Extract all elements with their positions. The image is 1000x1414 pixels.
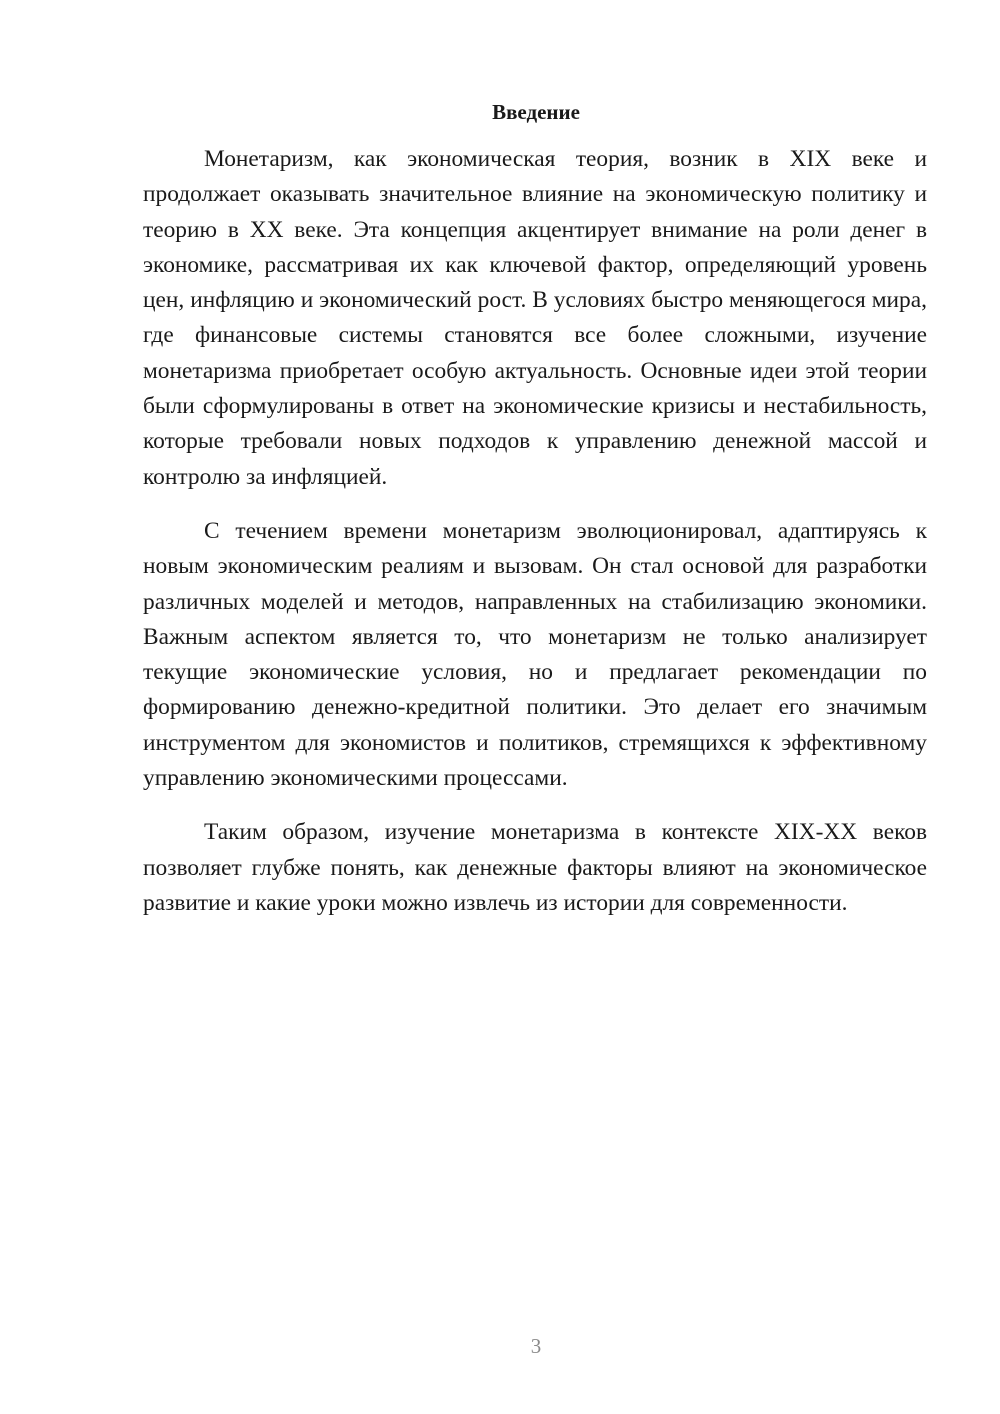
section-heading: Введение	[492, 100, 580, 124]
paragraph-1: Монетаризм, как экономическая теория, возник в XIX веке и продолжает оказывать значительное влияние на экономическую политику и теорию в XX веке. Эта концепция акцентирует внимание на роли денег в экономике, рассматривая их как ключевой фактор, определяющий уровень цен, инфляцию и экономический рост. В условиях быстро меняющегося мира, где финансовые системы становятся все более сложными, изучение монетаризма приобретает особую актуальность. Основные идеи этой теории были сформулированы в ответ на экономические кризисы и нестабильность, которые требовали новых подходов к управлению денежной массой и контролю за инфляцией.	[143, 146, 927, 490]
body-text	[143, 142, 927, 921]
paragraph-3: Таким образом, изучение монетаризма в контексте XIX-XX веков позволяет глубже понять, как денежные факторы влияют на экономическое развитие и какие уроки можно извлечь из истории для современности.	[143, 819, 927, 916]
page-number: 3	[530, 1334, 542, 1358]
paragraph-2: С течением времени монетаризм эволюционировал, адаптируясь к новым экономическим реалиям и вызовам. Он стал основой для разработки различных моделей и методов, направленных на стабилизацию экономики. Важным аспектом является то, что монетаризм не только анализирует текущие экономические условия, но и предлагает рекомендации по формированию денежно-кредитной политики. Это делает его значимым инструментом для экономистов и политиков, стремящихся к эффективному управлению экономическими процессами.	[143, 517, 927, 792]
